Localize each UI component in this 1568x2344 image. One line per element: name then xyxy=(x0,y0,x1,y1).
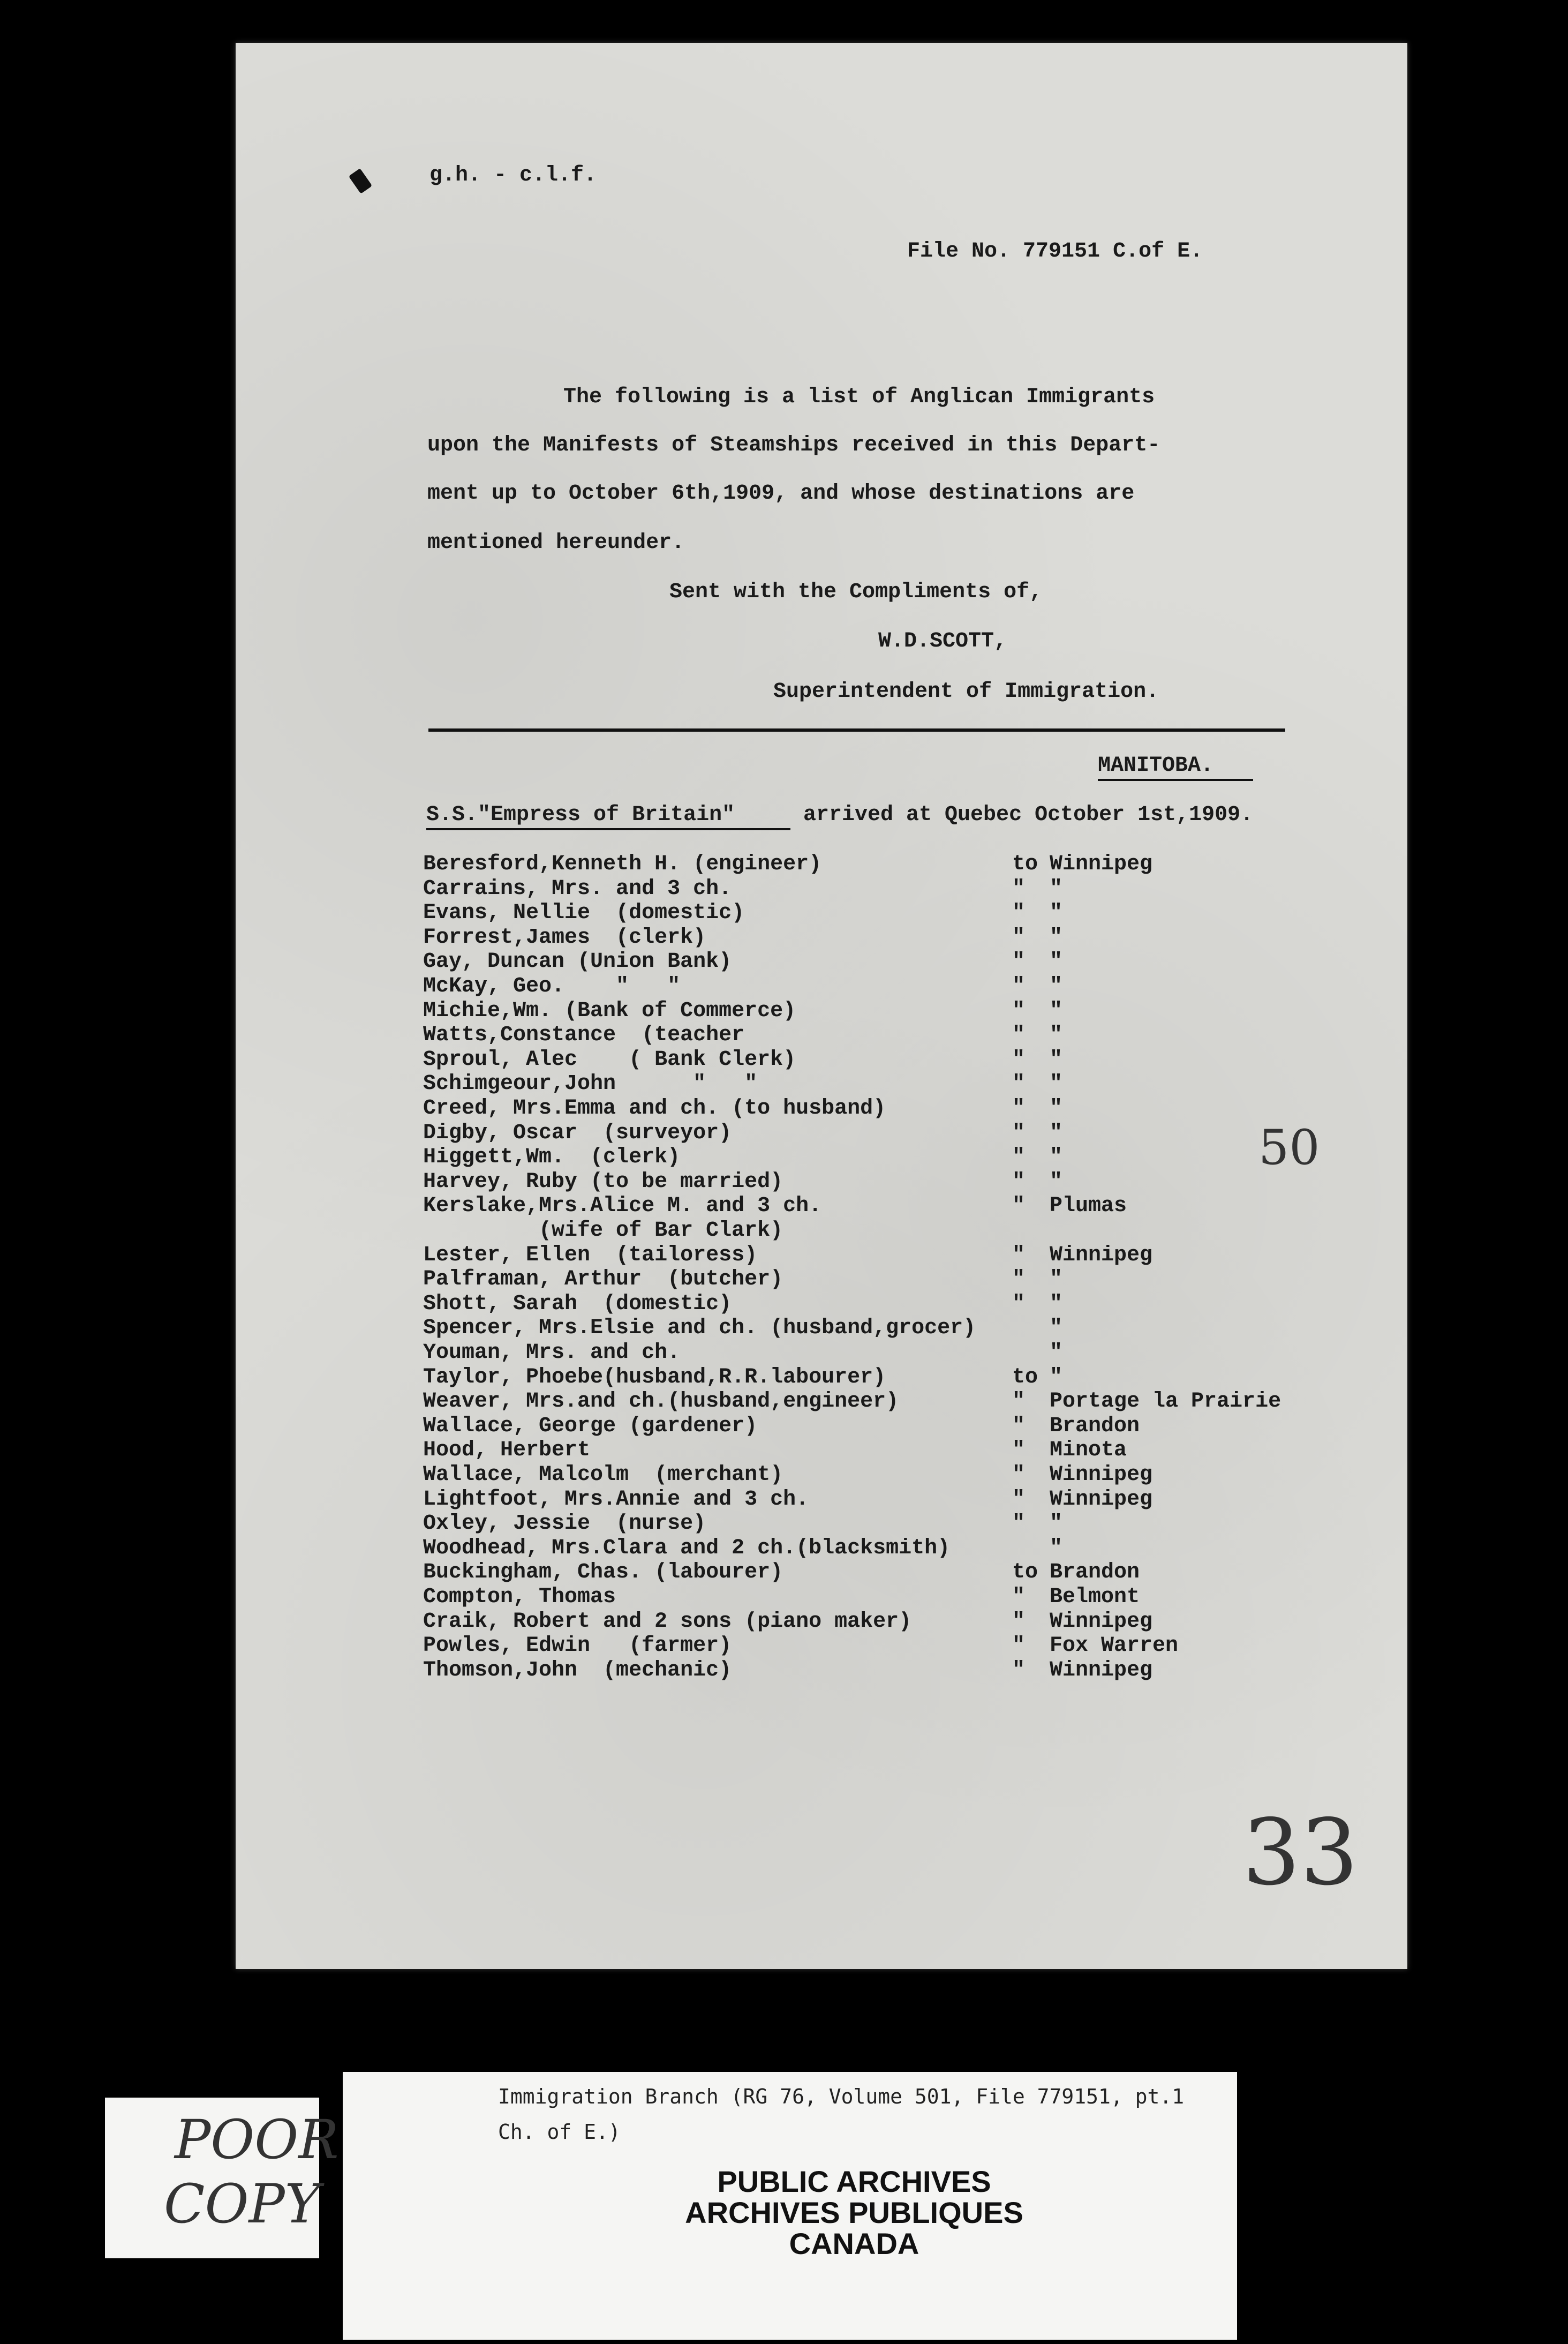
entry-destination: Winnipeg xyxy=(1050,1487,1153,1512)
entry-destination: Plumas xyxy=(1050,1194,1127,1218)
horizontal-rule xyxy=(428,728,1285,732)
entry-name: Sproul, Alec ( Bank Clerk) xyxy=(423,1048,796,1072)
entry-destination: " xyxy=(1050,1536,1063,1560)
entry-to: " xyxy=(1012,1292,1026,1316)
intro-line-2: upon the Manifests of Steamships received in this Depart- xyxy=(427,433,1160,457)
entry-name: Palframan, Arthur (butcher) xyxy=(423,1267,783,1291)
entry-destination: " xyxy=(1050,1072,1063,1096)
entry-destination: Winnipeg xyxy=(1050,852,1153,876)
archive-reference-line-1: Immigration Branch (RG 76, Volume 501, File 779151, pt.1 xyxy=(498,2085,1185,2108)
entry-destination: " xyxy=(1050,1048,1063,1072)
ship-name: S.S."Empress of Britain" xyxy=(426,803,735,827)
entry-destination: " xyxy=(1050,1365,1063,1389)
entry-destination: " xyxy=(1050,1341,1063,1365)
entry-name: Hood, Herbert xyxy=(423,1438,591,1462)
entry-destination: " xyxy=(1050,901,1063,925)
entry-to: " xyxy=(1012,926,1026,950)
archive-name-fr: ARCHIVES PUBLIQUES xyxy=(685,2196,1023,2229)
entry-name: Youman, Mrs. and ch. xyxy=(423,1341,681,1365)
entry-name: Michie,Wm. (Bank of Commerce) xyxy=(423,999,796,1023)
entry-name: Shott, Sarah (domestic) xyxy=(423,1292,732,1316)
entry-name: Forrest,James (clerk) xyxy=(423,926,706,950)
entry-to: " xyxy=(1012,1463,1026,1487)
entry-to: " xyxy=(1012,974,1026,998)
entry-destination: " xyxy=(1050,999,1063,1023)
entry-destination: " xyxy=(1050,1121,1063,1145)
entry-name: Higgett,Wm. (clerk) xyxy=(423,1145,681,1169)
poor-copy-card xyxy=(105,2098,339,2258)
entry-destination: " xyxy=(1050,950,1063,974)
entry-name: Oxley, Jessie (nurse) xyxy=(423,1512,706,1536)
entry-destination: " xyxy=(1050,1267,1063,1291)
entry-to: " xyxy=(1012,999,1026,1023)
entry-name: Wallace, Malcolm (merchant) xyxy=(423,1463,783,1487)
entry-name: Digby, Oscar (surveyor) xyxy=(423,1121,732,1145)
entry-destination: Winnipeg xyxy=(1050,1658,1153,1682)
entry-destination: " xyxy=(1050,926,1063,950)
entry-name: Craik, Robert and 2 sons (piano maker) xyxy=(423,1610,912,1634)
entry-destination: Belmont xyxy=(1050,1585,1140,1609)
entry-to: " xyxy=(1012,1389,1026,1414)
entry-name: Watts,Constance (teacher xyxy=(423,1023,745,1047)
entry-destination: " xyxy=(1050,1170,1063,1194)
entry-name: Evans, Nellie (domestic) xyxy=(423,901,745,925)
entry-name: Woodhead, Mrs.Clara and 2 ch.(blacksmith) xyxy=(423,1536,951,1560)
entry-name: Spencer, Mrs.Elsie and ch. (husband,grocer) xyxy=(423,1316,976,1340)
entry-destination: " xyxy=(1050,974,1063,998)
entry-destination: " xyxy=(1050,1316,1063,1340)
entry-to: " xyxy=(1012,1121,1026,1145)
entry-name: Lightfoot, Mrs.Annie and 3 ch. xyxy=(423,1487,809,1512)
entry-name: Compton, Thomas xyxy=(423,1585,616,1609)
intro-line-3: ment up to October 6th,1909, and whose destinations are xyxy=(427,482,1135,506)
initials: g.h. - c.l.f. xyxy=(429,163,597,187)
entry-to: " xyxy=(1012,1072,1026,1096)
entry-to: " xyxy=(1012,1414,1026,1438)
province-underline xyxy=(1098,779,1253,781)
entry-destination: Portage la Prairie xyxy=(1050,1389,1281,1414)
entry-name: Gay, Duncan (Union Bank) xyxy=(423,950,732,974)
intro-line-1: The following is a list of Anglican Immigrants xyxy=(563,385,1155,409)
poor-copy-line-1: POOR xyxy=(175,2108,339,2171)
entry-name: Thomson,John (mechanic) xyxy=(423,1658,732,1682)
entry-name: Lester, Ellen (tailoress) xyxy=(423,1243,758,1267)
entry-to: " xyxy=(1012,1170,1026,1194)
entry-to: " xyxy=(1012,1487,1026,1512)
archive-reference-line-2: Ch. of E.) xyxy=(498,2120,621,2144)
archive-country: CANADA xyxy=(789,2227,919,2260)
entry-name: Beresford,Kenneth H. (engineer) xyxy=(423,852,822,876)
entry-to: " xyxy=(1012,1512,1026,1536)
entry-name: Taylor, Phoebe(husband,R.R.labourer) xyxy=(423,1365,886,1389)
entry-destination: " xyxy=(1050,1145,1063,1169)
entry-destination: Winnipeg xyxy=(1050,1243,1153,1267)
entry-to: " xyxy=(1012,1634,1026,1658)
entry-to: " xyxy=(1012,1658,1026,1682)
entry-to: " xyxy=(1012,1145,1026,1169)
entry-destination: " xyxy=(1050,1096,1063,1121)
intro-line-4: mentioned hereunder. xyxy=(427,531,685,555)
province-heading: MANITOBA. xyxy=(1098,754,1214,778)
document-page xyxy=(236,43,1407,1969)
entry-destination: Fox Warren xyxy=(1050,1634,1179,1658)
compliments-line: Sent with the Compliments of, xyxy=(669,580,1043,604)
entry-name: Buckingham, Chas. (labourer) xyxy=(423,1560,783,1584)
entry-destination: " xyxy=(1050,1023,1063,1047)
entry-destination: " xyxy=(1050,1512,1063,1536)
file-number: File No. 779151 C.of E. xyxy=(907,239,1203,264)
margin-mark: 50 xyxy=(1258,1120,1320,1176)
entry-name: Schimgeour,John " " xyxy=(423,1072,758,1096)
archive-name-en: PUBLIC ARCHIVES xyxy=(717,2165,991,2198)
ship-underline xyxy=(426,828,790,830)
entry-to: " xyxy=(1012,1194,1026,1218)
entry-to: " xyxy=(1012,1585,1026,1609)
entry-to: " xyxy=(1012,950,1026,974)
entry-to: " xyxy=(1012,1096,1026,1121)
entry-name: McKay, Geo. " " xyxy=(423,974,681,998)
entry-name: Creed, Mrs.Emma and ch. (to husband) xyxy=(423,1096,886,1121)
entry-to: " xyxy=(1012,1023,1026,1047)
entry-destination: Winnipeg xyxy=(1050,1610,1153,1634)
poor-copy-line-2: COPY xyxy=(164,2173,320,2235)
entry-name: Carrains, Mrs. and 3 ch. xyxy=(423,877,732,901)
entry-to: to xyxy=(1012,852,1038,876)
entry-name: Powles, Edwin (farmer) xyxy=(423,1634,732,1658)
entry-to: " xyxy=(1012,901,1026,925)
entry-to: " xyxy=(1012,1243,1026,1267)
sender-title: Superintendent of Immigration. xyxy=(773,680,1159,704)
entry-destination: Winnipeg xyxy=(1050,1463,1153,1487)
entry-name: Kerslake,Mrs.Alice M. and 3 ch. xyxy=(423,1194,822,1218)
entry-destination: " xyxy=(1050,877,1063,901)
entry-to: " xyxy=(1012,877,1026,901)
entry-name: Wallace, George (gardener) xyxy=(423,1414,758,1438)
entry-to: to xyxy=(1012,1560,1038,1584)
entry-to: to xyxy=(1012,1365,1038,1389)
entry-to: " xyxy=(1012,1438,1026,1462)
entry-name: Weaver, Mrs.and ch.(husband,engineer) xyxy=(423,1389,899,1414)
entry-destination: Minota xyxy=(1050,1438,1127,1462)
entry-to: " xyxy=(1012,1610,1026,1634)
sender-name: W.D.SCOTT, xyxy=(878,629,1007,653)
page-number: 33 xyxy=(1242,1800,1359,1906)
entry-destination: Brandon xyxy=(1050,1560,1140,1584)
entry-to: " xyxy=(1012,1267,1026,1291)
entry-name: Harvey, Ruby (to be married) xyxy=(423,1170,783,1194)
entry-destination: " xyxy=(1050,1292,1063,1316)
ship-arrival: arrived at Quebec October 1st,1909. xyxy=(803,803,1254,827)
entry-name: (wife of Bar Clark) xyxy=(423,1219,783,1243)
entry-to: " xyxy=(1012,1048,1026,1072)
entry-destination: Brandon xyxy=(1050,1414,1140,1438)
